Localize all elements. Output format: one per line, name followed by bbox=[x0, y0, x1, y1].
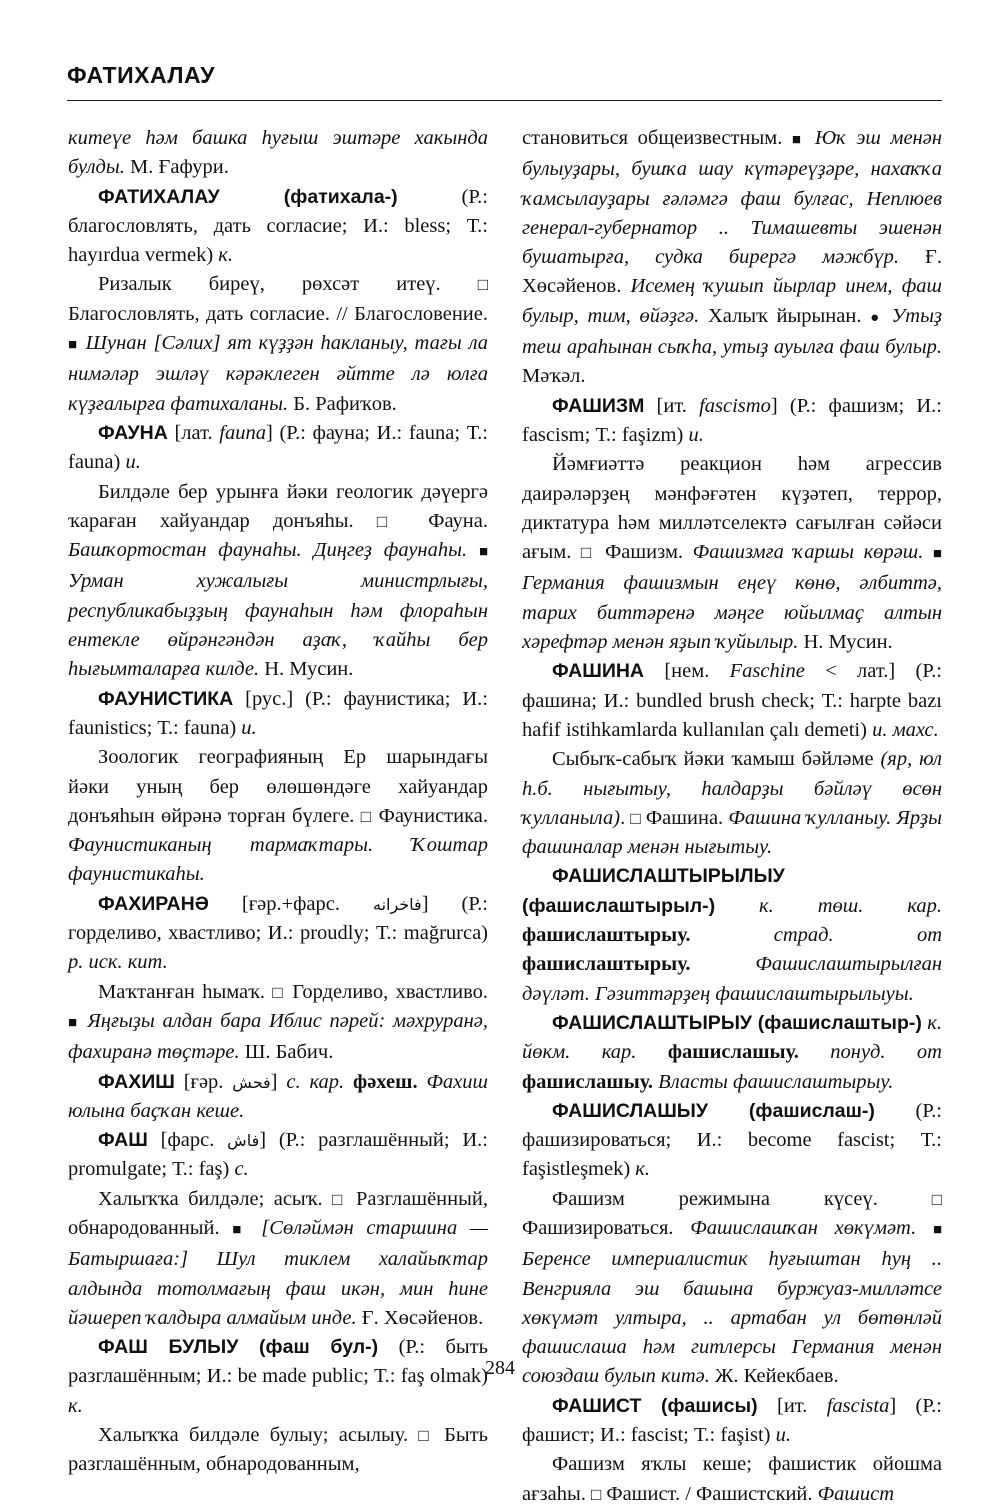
entry-fashislashyu bbox=[522, 1097, 942, 1185]
definition bbox=[522, 1450, 942, 1509]
cross-reference: фашислашыу. bbox=[636, 1041, 799, 1064]
example-text: Яңғыҙы алдан бара Иблис пәрей: мәхруранә, фахиранә төҫтәре. bbox=[68, 1009, 489, 1064]
usage-examples: Фашист bbox=[817, 1482, 895, 1505]
white-square-icon: □ bbox=[630, 808, 641, 828]
cross-reference: фашислаштырыу. bbox=[522, 953, 691, 976]
part-of-speech: и. bbox=[775, 1424, 791, 1447]
definition-note: (яр, юл h.б. нығытыу, һалдарҙы бәйләү өсөн ҡулланыла) bbox=[522, 748, 942, 829]
white-square-icon: □ bbox=[477, 275, 488, 295]
definition-text: Маҡтанған һымаҡ. bbox=[98, 980, 273, 1003]
grammar-note: страд. от bbox=[690, 924, 942, 947]
headword: ФАШ bbox=[98, 1129, 148, 1152]
definition bbox=[68, 478, 488, 685]
etymology: [лат. bbox=[167, 421, 220, 444]
etymology: [ғәр. bbox=[174, 1070, 233, 1093]
headword: ФАШИСЛАШЫУ bbox=[552, 1099, 709, 1122]
example-text: китеүе һәм башка һуғыш эштәре хакында булды. bbox=[68, 127, 488, 179]
headword-stem: (фаш бул-) bbox=[238, 1336, 379, 1359]
entry-fatikhalau bbox=[68, 183, 488, 271]
example-source: Халыҡ йырынан. bbox=[699, 304, 871, 327]
example-author: М. Ғафури. bbox=[124, 156, 229, 179]
russian-equivalent: Фауна. bbox=[405, 509, 488, 532]
definition bbox=[68, 743, 488, 889]
arabic-script: فاش bbox=[227, 1131, 260, 1151]
russian-equivalent: Фашист. / Фашистский. bbox=[601, 1482, 818, 1505]
definition bbox=[68, 978, 488, 1068]
usage-examples: Фашизмға ҡаршы көрәш. bbox=[692, 541, 924, 564]
white-square-icon: □ bbox=[376, 511, 406, 531]
cross-reference: фәхеш. bbox=[344, 1070, 418, 1093]
entry-fauna bbox=[68, 419, 488, 478]
headword-stem: (фашислаш-) bbox=[708, 1099, 875, 1122]
translations: [рус.] (Р.: фаунистика; И.: faunistics; Т.: fauna) bbox=[68, 687, 488, 739]
example-text: [Сөләймән старшина — Батыршаға:] Шул тиклем халайыҡтар алдында тотолмағың фаш икән, мин һине йәшереп ҡалдыра алмайым инде. bbox=[68, 1216, 488, 1329]
black-square-icon: ■ bbox=[68, 1014, 80, 1031]
etymology: [нем. bbox=[644, 660, 730, 683]
white-square-icon: □ bbox=[360, 806, 373, 826]
source-word: fauna bbox=[219, 421, 266, 444]
translations: (Р.: благословлять, дать согласие; И.: bless; Т.: hayırdua vermek) bbox=[68, 185, 488, 267]
arabic-script: فاخرانه bbox=[372, 894, 422, 914]
headword-stem: (фашислаштыр-) bbox=[752, 1011, 922, 1034]
definition bbox=[522, 450, 942, 657]
example-text: Беренсе империалистик һуғыштан һуң .. Венгрияла эш башына буржуаз-милләтсе хөкүмәт ултыра, .. артабан ул бөтөнләй фашислаша һәм гитлерсы Германия менән союздаш булып китә. bbox=[522, 1248, 942, 1388]
headword: ФАХИШ bbox=[98, 1070, 175, 1093]
black-square-icon: ■ bbox=[791, 132, 806, 148]
entry-fashina bbox=[522, 657, 942, 745]
etymology: [фарс. bbox=[147, 1129, 228, 1152]
part-of-speech: и. махс. bbox=[872, 718, 939, 741]
usage-examples: Фашислашҡан хөкүмәт. bbox=[690, 1216, 917, 1239]
headword-stem: (фатихала-) bbox=[219, 185, 398, 208]
russian-equivalent: Разглашённый, обнародованный. bbox=[68, 1187, 488, 1239]
translations: (Р.: быть разглашённым; И.: be made public; Т.: faş olmak) bbox=[68, 1336, 488, 1388]
definition-text: Халыҡҡа билдәле; асыҡ. bbox=[98, 1187, 332, 1210]
cross-reference: фашислаштырыу. bbox=[522, 924, 691, 947]
left-column bbox=[68, 124, 488, 1480]
part-of-speech: к. bbox=[635, 1158, 651, 1181]
part-of-speech: и. bbox=[688, 423, 704, 446]
page-number: 284 bbox=[485, 1357, 515, 1379]
header-rule bbox=[67, 100, 942, 101]
part-of-speech: к. bbox=[218, 244, 233, 267]
black-square-icon: ■ bbox=[478, 544, 489, 561]
part-of-speech: к. төш. кар. bbox=[715, 894, 942, 917]
usage-examples: Фашислаштырылған дәүләт. Гәзиттәрҙең фашислаштырылыуы. bbox=[522, 953, 942, 1005]
definition-text: Фашизм яҡлы кеше; фашистик ойошма ағзаһы. bbox=[522, 1453, 942, 1505]
definition-text: Сыбыҡ-сабыҡ йәки ҡамыш бәйләме bbox=[552, 748, 881, 771]
cross-reference: фашислашыу. bbox=[522, 1070, 654, 1093]
headword: ФАШИСЛАШТЫРЫЛЫУ bbox=[552, 865, 785, 888]
entry-fashist bbox=[522, 1392, 942, 1451]
source-word: fascismo bbox=[699, 394, 771, 417]
part-of-speech: с. кар. bbox=[286, 1070, 345, 1093]
etymology: [ит. bbox=[757, 1394, 827, 1417]
entry-fashizm bbox=[522, 392, 942, 451]
headword: ФАШ БУЛЫУ bbox=[98, 1336, 239, 1359]
entry-fakhish bbox=[68, 1068, 488, 1127]
definition bbox=[68, 1421, 488, 1480]
bullet-icon: ● bbox=[870, 309, 883, 326]
definition-text: Билдәле бер урынға йәки геологик дәүергә ҡараған хайуандар донъяһы. bbox=[68, 480, 488, 532]
example-author: Ғ. Хөсәйенов. bbox=[356, 1306, 484, 1329]
translations: ] (Р.: фауна; И.: fauna; Т.: fauna) bbox=[68, 421, 488, 474]
part-of-speech: и. bbox=[125, 451, 141, 474]
grammar-note: понуд. от bbox=[798, 1041, 942, 1064]
russian-equivalent: Фашизм. bbox=[595, 541, 693, 564]
white-square-icon: □ bbox=[590, 1484, 602, 1504]
russian-equivalent: Быть разглашённым, обнародованным, bbox=[68, 1424, 488, 1476]
proverb-text: Утыҙ теш араһынан сыҡһа, утыҙ ауылға фаш булыр. bbox=[522, 304, 942, 359]
entry-continuation bbox=[68, 124, 488, 183]
translations: ] (Р.: горделиво, хвастливо; И.: proudly; Т.: mağrurca) bbox=[68, 892, 488, 945]
black-square-icon: ■ bbox=[232, 1221, 249, 1238]
russian-equivalent: Фашина. bbox=[640, 806, 729, 829]
definition bbox=[68, 1185, 488, 1333]
part-of-speech: и. bbox=[241, 716, 257, 739]
example-text: Урман хужалығы министрлығы, республикабыҙҙың фаунаһын һәм флораһын ентекле өйрәнгәндән аҙаҡ, ҡайһы бер һығымталарға килде. bbox=[68, 570, 488, 681]
headword-stem: (фашислаштырыл-) bbox=[522, 894, 716, 917]
source-word: fascista bbox=[826, 1394, 890, 1417]
russian-equivalent: Фаунистика. bbox=[372, 804, 488, 827]
translations: ] (Р.: фашист; И.: fascist; Т.: faşist) bbox=[522, 1394, 943, 1447]
example-source: Мәҡәл. bbox=[522, 365, 586, 388]
definition-text: Йәмғиәттә реакцион һәм агрессив даирәләрҙең мәнфәғәтен күҙәтеп, террор, диктатура һәм милләтселектә сағылған сәйәси ағым. bbox=[522, 453, 942, 564]
entry-faunistika bbox=[68, 685, 488, 744]
example-text: Юҡ эш менән булыуҙары, бушҡа шау күтәреүҙәре, нахаҡҡа ҡамсылауҙары ғәләмгә фаш булғас, Неплюев генерал-губернатор .. Тимашевты эшенән бушатырға, судка бирергә мәжбүр. bbox=[522, 127, 942, 269]
usage-examples: Фашина ҡулланыу. Ярҙы фашиналар менән нығытыу. bbox=[522, 806, 942, 859]
definition-continuation bbox=[522, 124, 942, 392]
punctuation: . bbox=[620, 806, 631, 829]
translations: ] (Р.: разглашённый; И.: promulgate; Т.: faş) bbox=[68, 1129, 488, 1181]
headword: ФАХИРАНӘ bbox=[98, 892, 209, 915]
headword: ФАУНА bbox=[98, 421, 168, 444]
white-square-icon: □ bbox=[418, 1426, 434, 1446]
definition-text: Ризалык биреү, рөхсәт итеү. bbox=[98, 273, 478, 296]
part-of-speech: к. bbox=[68, 1394, 83, 1417]
part-of-speech: р. иск. кит. bbox=[68, 951, 168, 974]
headword: ФАУНИСТИКА bbox=[98, 687, 234, 710]
white-square-icon: □ bbox=[931, 1189, 942, 1209]
headword-stem: (фашисы) bbox=[641, 1394, 758, 1417]
definition-text: Зоологик географияның Ер шарындағы йәки уның бер өлөшөндәге хайуандар донъяһын өйрәнә торған бүлеге. bbox=[68, 746, 488, 827]
part-of-speech: с. bbox=[234, 1158, 249, 1181]
running-header: ФАТИХАЛАУ bbox=[67, 62, 216, 88]
definition-text: становиться общеизвестным. bbox=[522, 127, 792, 149]
example-text: Исемең ҡушып йырлар инем, фаш булыр, тим, өйәҙгә. bbox=[522, 275, 942, 327]
black-square-icon: ■ bbox=[932, 546, 942, 563]
usage-examples: Фаунистиканың тармаҡтары. Ҡоштар фаунистикаһы. bbox=[68, 834, 488, 886]
entry-fashislashtyrylyu bbox=[522, 862, 942, 1008]
example-author: Ж. Кейекбаев. bbox=[709, 1365, 839, 1388]
translations: ] (Р.: фашизм; И.: fascism; Т.: faşizm) bbox=[522, 394, 942, 446]
entry-fashislashtyryu bbox=[522, 1009, 942, 1097]
example-text: Фахиш юлына баҫҡан кеше. bbox=[68, 1070, 488, 1122]
headword: ФАШИНА bbox=[552, 660, 645, 683]
headword: ФАТИХАЛАУ bbox=[98, 185, 220, 208]
translations: < лат.] (Р.: фашина; И.: bundled brush check; Т.: harpte bazı hafif istihkamlarda kullanılan çalı demeti) bbox=[522, 660, 942, 741]
example-author: Ғ. Хөсәйенов. bbox=[522, 246, 942, 298]
definition bbox=[68, 270, 488, 418]
white-square-icon: □ bbox=[272, 982, 285, 1002]
usage-examples: Власты фашислаштырыу. bbox=[653, 1070, 894, 1093]
etymology: [ит. bbox=[644, 394, 700, 417]
arabic-script: فحش bbox=[232, 1072, 271, 1092]
white-square-icon: □ bbox=[332, 1189, 347, 1209]
etymology: [ғәр.+фарс. bbox=[208, 892, 373, 915]
definition bbox=[522, 745, 942, 862]
headword: ФАШИСТ bbox=[552, 1394, 642, 1417]
russian-equivalent: Фашизироваться. bbox=[522, 1216, 691, 1239]
headword: ФАШИЗМ bbox=[552, 394, 645, 417]
example-author: Н. Мусин. bbox=[798, 631, 893, 654]
entry-fakhirane bbox=[68, 890, 488, 978]
example-text: Шунан [Сәлих] ят күҙҙән һакланыу, тағы ла нимәләр эшләү кәрәклеген әйтте лә юлға күҙғалырға фатихаланы. bbox=[68, 332, 489, 415]
definition-text: Фашизм режимына күсеү. bbox=[552, 1187, 932, 1210]
example-author: Ш. Бабич. bbox=[239, 1041, 334, 1064]
source-word: Faschine bbox=[729, 660, 805, 683]
headword: ФАШИСЛАШТЫРЫУ bbox=[552, 1011, 753, 1034]
example-author: Б. Рафиҡов. bbox=[288, 392, 397, 415]
example-author: Н. Мусин. bbox=[259, 658, 354, 681]
right-column bbox=[522, 124, 942, 1509]
black-square-icon: ■ bbox=[932, 1221, 942, 1238]
entry-fash bbox=[68, 1126, 488, 1185]
white-square-icon: □ bbox=[580, 543, 596, 563]
definition-text: Халыҡҡа билдәле булыу; асылыу. bbox=[98, 1424, 419, 1447]
translations: (Р.: фашизироваться; И.: become fascist; Т.: faşistleşmek) bbox=[522, 1099, 942, 1181]
usage-examples: Башҡортостан фаунаһы. Диңгеҙ фаунаһы. bbox=[68, 539, 468, 562]
black-square-icon: ■ bbox=[68, 337, 79, 354]
example-text: Германия фашизмын еңеү көнө, әлбиттә, тарих биттәренә мәңге юйылмаҫ алтын хәрефтәр менән яҙып ҡуйылыр. bbox=[522, 572, 942, 654]
russian-equivalent: Благословлять, дать согласие. // Благословение. bbox=[68, 302, 488, 325]
part-of-speech: к. йөкм. кар. bbox=[522, 1011, 942, 1064]
russian-equivalent: Горделиво, хвастливо. bbox=[284, 980, 488, 1003]
etymology-close: ] bbox=[270, 1070, 287, 1093]
